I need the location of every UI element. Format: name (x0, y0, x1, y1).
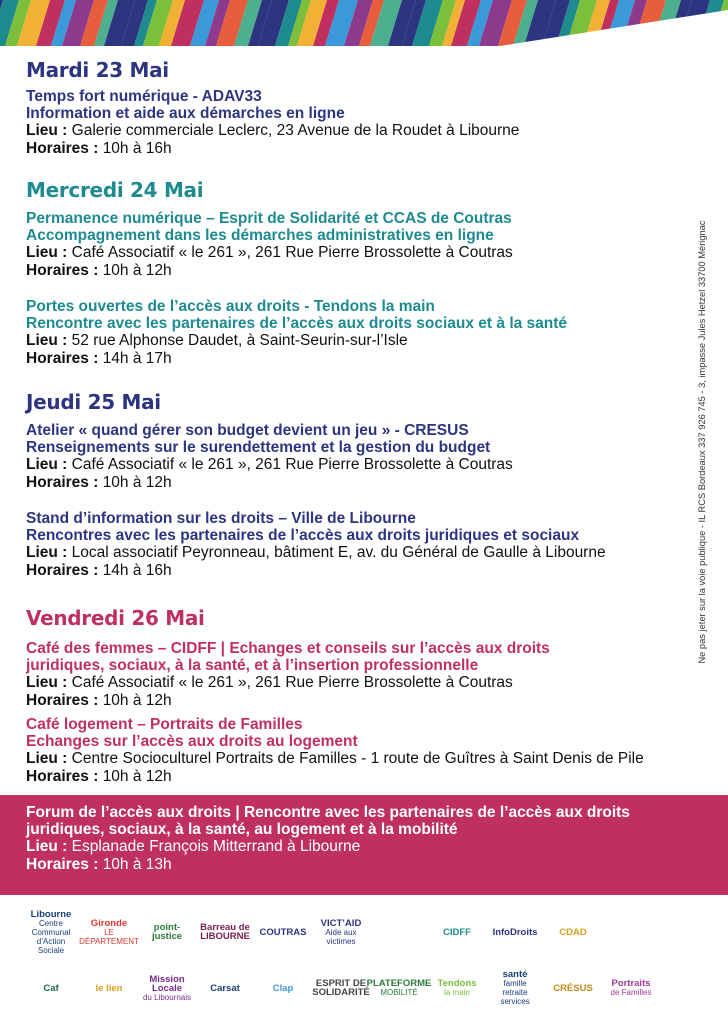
event-title: Portes ouvertes de l’accès aux droits - Tendons la main Rencontre avec les partenaires de l’accès aux droits sociaux et à la santé (26, 298, 568, 332)
logo-tendons-la-main: Tendons la main (437, 978, 477, 997)
logo-victaid: VICT’AID Aide aux victimes (320, 917, 362, 946)
day-heading-mardi: Mardi 23 Mai (26, 58, 169, 82)
logo-le-lien: le lien (95, 982, 123, 994)
event-lieu: Lieu : Café Associatif « le 261 », 261 Rue Pierre Brossolette à Coutras (26, 674, 513, 691)
logo-oiseau (662, 909, 716, 955)
event-horaires: Horaires : 10h à 12h (26, 262, 172, 279)
event-adav33 (26, 88, 686, 158)
logo-esprit-solidarite: ESPRIT DE SOLIDARITÉ (312, 978, 370, 998)
logo-cidff: CIDFF (443, 926, 471, 938)
logo-cercle (604, 909, 658, 955)
logo-mission-locale: Mission Locale du Libournais (142, 973, 192, 1002)
event-permanence-numerique (26, 210, 686, 280)
event-portes-ouvertes (26, 298, 686, 368)
event-stand-information (26, 510, 686, 580)
forum-banner (0, 795, 728, 895)
event-lieu: Lieu : Café Associatif « le 261 », 261 Rue Pierre Brossolette à Coutras (26, 456, 513, 473)
event-title: Café des femmes – CIDFF | Echanges et conseils sur l’accès aux droits juridiques, sociaux, à la santé, et à l’insertion professionnelle (26, 640, 550, 674)
day-heading-jeudi: Jeudi 25 Mai (26, 390, 161, 414)
event-title: Café logement – Portraits de Familles Echanges sur l’accès aux droits au logement (26, 716, 358, 750)
event-horaires: Horaires : 14h à 16h (26, 562, 172, 579)
logo-msa: santé famille retraite services (500, 969, 530, 1006)
event-horaires: Horaires : 10h à 12h (26, 474, 172, 491)
logo-gironde: Gironde LE DÉPARTEMENT (79, 917, 139, 946)
event-lieu: Lieu : Galerie commerciale Leclerc, 23 Avenue de la Roudet à Libourne (26, 122, 520, 139)
event-forum (26, 804, 686, 874)
event-title: Forum de l’accès aux droits | Rencontre avec les partenaires de l’accès aux droits juridiques, sociaux, à la santé, au logement et à la mobilité (26, 804, 630, 838)
logo-point-justice: point-justice (151, 922, 183, 942)
logo-portraits-familles: Portraits de Familles (610, 978, 652, 997)
event-atelier-cresus (26, 422, 686, 492)
logo-republique (372, 909, 426, 955)
day-heading-vendredi: Vendredi 26 Mai (26, 606, 205, 630)
decorative-color-stripes (0, 0, 728, 46)
event-cafe-logement (26, 716, 686, 786)
event-lieu: Lieu : Centre Socioculturel Portraits de Familles - 1 route de Guîtres à Saint Denis de Pile (26, 750, 644, 767)
event-title: Atelier « quand gérer son budget devient un jeu » - CRESUS Renseignements sur le surendettement et la gestion du budget (26, 422, 491, 456)
logo-libourne: Libourne Centre Communal d’Action Sociale (30, 908, 72, 955)
event-lieu: Lieu : Esplanade François Mitterrand à Libourne (26, 838, 361, 855)
logo-carsat: Carsat (210, 982, 240, 994)
event-title: Permanence numérique – Esprit de Solidarité et CCAS de Coutras Accompagnement dans les démarches administratives en ligne (26, 210, 512, 244)
legal-side-note: Ne pas jeter sur la voie publique - IL RCS Bordeaux 337 926 745 - 3, impasse Jules Hetzel 33700 Mérignac (697, 220, 707, 664)
event-lieu: Lieu : Café Associatif « le 261 », 261 Rue Pierre Brossolette à Coutras (26, 244, 513, 261)
logo-infodroits: InfoDroits (492, 926, 538, 938)
logo-clap: Clap (272, 982, 294, 994)
logo-cdad: CDAD (559, 926, 587, 938)
event-cafe-des-femmes (26, 640, 686, 710)
event-title: Temps fort numérique - ADAV33 Information et aide aux démarches en ligne (26, 88, 345, 122)
logo-coutras: COUTRAS (259, 926, 307, 938)
event-horaires: Horaires : 10h à 16h (26, 140, 172, 157)
day-heading-mercredi: Mercredi 24 Mai (26, 178, 204, 202)
logo-caf: Caf (43, 982, 59, 994)
event-lieu: Lieu : 52 rue Alphonse Daudet, à Saint-Seurin-sur-l’Isle (26, 332, 408, 349)
event-title: Stand d’information sur les droits – Ville de Libourne Rencontres avec les partenaires de l’accès aux droits juridiques et sociaux (26, 510, 580, 544)
logo-mains (662, 965, 716, 1011)
logo-barreau-libourne: Barreau de LIBOURNE (200, 922, 250, 942)
logo-cresus: CRÉSUS (553, 982, 593, 994)
event-lieu: Lieu : Local associatif Peyronneau, bâtiment E, av. du Général de Gaulle à Libourne (26, 544, 606, 561)
event-horaires: Horaires : 10h à 12h (26, 768, 172, 785)
event-horaires: Horaires : 14h à 17h (26, 350, 172, 367)
logo-plateforme-mobilite: PLATEFORME MOBILITÉ (366, 978, 432, 997)
event-horaires: Horaires : 10h à 13h (26, 856, 172, 873)
event-horaires: Horaires : 10h à 12h (26, 692, 172, 709)
partner-logos (0, 905, 728, 1017)
